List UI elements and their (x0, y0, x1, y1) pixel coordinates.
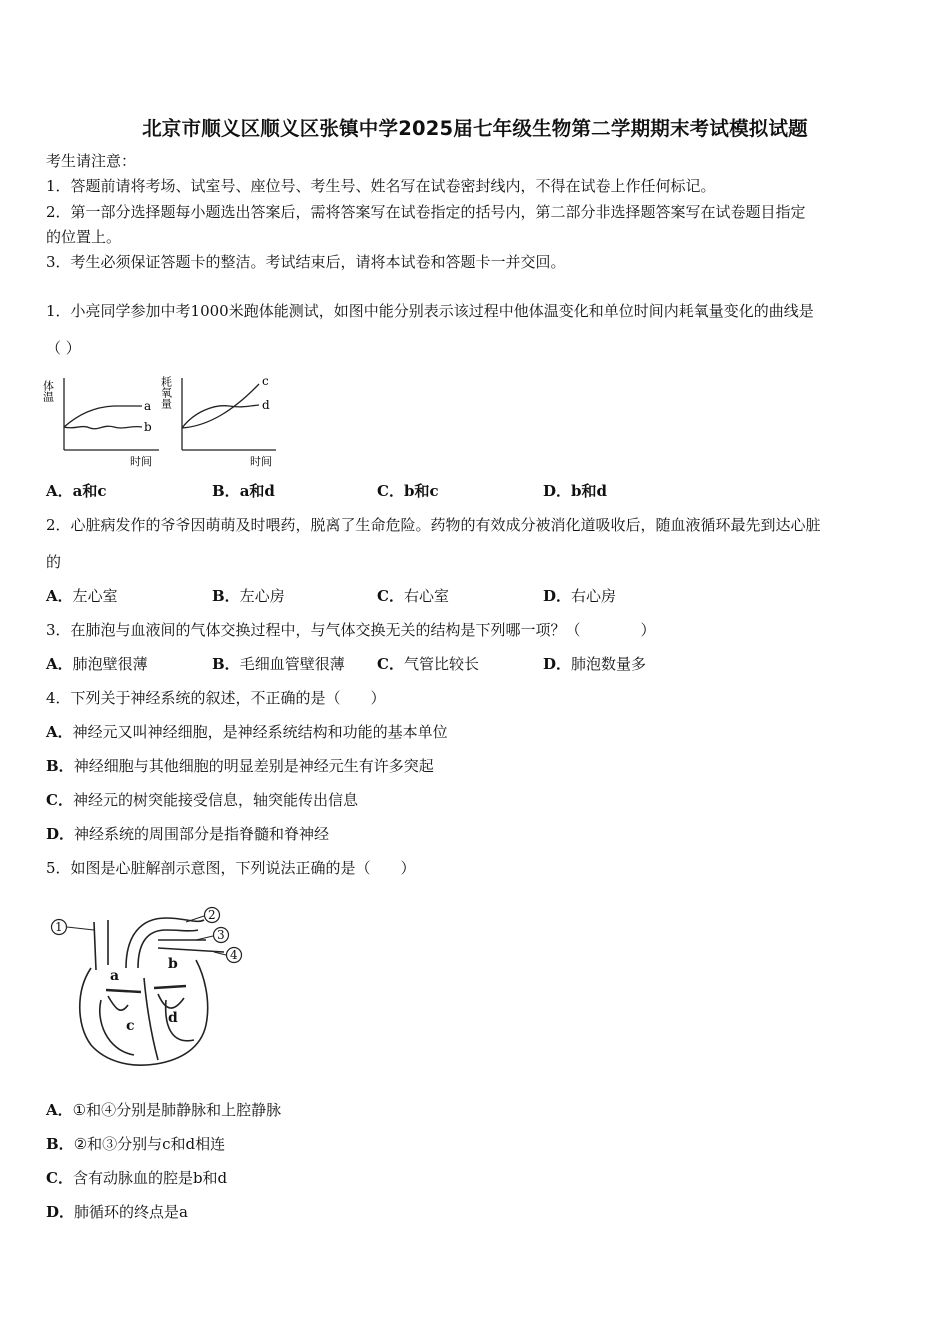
option-d[interactable] (543, 654, 646, 674)
option-letter: D． (543, 587, 572, 605)
option-letter: A． (46, 723, 73, 741)
option-d[interactable] (543, 586, 616, 606)
x-label-time: 时间 (130, 455, 152, 468)
option-letter: D． (543, 655, 572, 673)
marker-3: 3 (217, 928, 225, 942)
septum (144, 978, 158, 1060)
option-text: 神经系统的周围部分是指脊髓和脊神经 (74, 825, 330, 843)
marker-4: 4 (230, 948, 238, 962)
option-c[interactable] (377, 654, 479, 674)
option-c[interactable] (46, 1168, 227, 1188)
option-text: 气管比较长 (403, 655, 479, 673)
option-text: 左心房 (239, 587, 285, 605)
option-d[interactable] (46, 1202, 188, 1222)
option-c[interactable] (377, 481, 439, 501)
option-text: b和d (571, 482, 607, 500)
option-letter: D． (46, 1203, 75, 1221)
option-b[interactable] (212, 586, 285, 606)
pulmonary-vessels (158, 940, 224, 952)
option-b[interactable] (212, 481, 275, 501)
option-a[interactable] (46, 1100, 281, 1120)
option-b[interactable] (46, 756, 434, 776)
option-text: 左心室 (72, 587, 118, 605)
question-stem: 5．如图是心脏解剖示意图，下列说法正确的是（ ） (46, 859, 416, 877)
option-letter: D． (46, 825, 75, 843)
option-b[interactable] (212, 654, 345, 674)
option-c[interactable] (377, 586, 449, 606)
notice-item: 1．答题前请将考场、试室号、座位号、考生号、姓名写在试卷密封线内，不得在试卷上作任何标记。 (46, 177, 716, 195)
question-stem: 2．心脏病发作的爷爷因萌萌及时喂药，脱离了生命危险。药物的有效成分被消化道吸收后，随血液循环最先到达心脏 (46, 516, 821, 534)
option-letter: B． (212, 482, 240, 500)
option-letter: B． (212, 587, 240, 605)
option-text: 右心房 (571, 587, 617, 605)
option-letter: C． (377, 482, 404, 500)
option-letter: C． (377, 655, 404, 673)
question-stem: 4．下列关于神经系统的叙述，不正确的是（ ） (46, 689, 386, 707)
vena-cava (94, 920, 108, 970)
chamber-a: a (110, 968, 120, 984)
y-label-oxygen: 耗氧量 (159, 376, 173, 409)
question-stem-cont: 的 (46, 553, 62, 571)
chamber-c: c (126, 1018, 135, 1034)
chamber-d: d (168, 1010, 178, 1026)
option-a[interactable] (46, 654, 148, 674)
option-text: 肺泡壁很薄 (72, 655, 148, 673)
option-text: 神经元的树突能接受信息，轴突能传出信息 (72, 791, 358, 809)
temperature-oxygen-graphs (41, 372, 284, 470)
option-letter: D． (543, 482, 572, 500)
notice-item: 3．考生必须保证答题卡的整洁。考试结束后，请将本试卷和答题卡一并交回。 (46, 253, 566, 271)
question-stem: 3．在肺泡与血液间的气体交换过程中，与气体交换无关的结构是下列哪一项？（ ） (46, 621, 656, 639)
curve-label-a: a (144, 399, 152, 413)
option-text: ②和③分别与c和d相连 (73, 1135, 226, 1153)
option-letter: A． (46, 482, 73, 500)
option-letter: A． (46, 655, 73, 673)
temperature-graph (42, 378, 160, 468)
marker-2: 2 (208, 908, 216, 922)
oxygen-graph (160, 374, 277, 468)
option-c[interactable] (46, 790, 358, 810)
options-row (46, 481, 906, 501)
option-letter: C． (46, 791, 73, 809)
curve-label-d: d (262, 398, 270, 412)
option-text: b和c (403, 482, 439, 500)
marker-1: 1 (55, 920, 63, 934)
option-text: 神经细胞与其他细胞的明显差别是神经元生有许多突起 (73, 757, 434, 775)
curve-d (182, 405, 259, 428)
option-text: a和c (72, 482, 107, 500)
heart-diagram (46, 900, 251, 1075)
curve-label-b: b (144, 420, 152, 434)
x-label-time: 时间 (250, 455, 272, 468)
question-stem-cont: （ ） (46, 339, 81, 357)
option-d[interactable] (543, 481, 607, 501)
option-text: 神经元又叫神经细胞，是神经系统结构和功能的基本单位 (72, 723, 448, 741)
option-letter: C． (46, 1169, 73, 1187)
question-stem: 1．小亮同学参加中考1000米跑体能测试，如图中能分别表示该过程中他体温变化和单位时间内耗氧量变化的曲线是 (46, 302, 814, 320)
option-d[interactable] (46, 824, 329, 844)
notice-heading: 考生请注意： (46, 152, 137, 170)
curve-a (64, 406, 142, 427)
option-text: 肺泡数量多 (571, 655, 647, 673)
option-a[interactable] (46, 722, 448, 742)
option-letter: B． (212, 655, 240, 673)
option-text: 肺循环的终点是a (74, 1203, 188, 1221)
option-a[interactable] (46, 481, 107, 501)
options-row (46, 654, 906, 674)
curve-b (64, 426, 142, 429)
curve-label-c: c (262, 374, 269, 388)
options-row (46, 586, 906, 606)
option-text: 含有动脉血的腔是b和d (72, 1169, 228, 1187)
y-label-temperature: 体温 (41, 380, 55, 402)
option-text: 右心室 (403, 587, 449, 605)
option-letter: A． (46, 587, 73, 605)
exam-title: 北京市顺义区顺义区张镇中学2025届七年级生物第二学期期末考试模拟试题 (142, 117, 808, 140)
option-text: a和d (239, 482, 275, 500)
option-text: 毛细血管壁很薄 (239, 655, 345, 673)
option-letter: B． (46, 757, 74, 775)
option-text: ①和④分别是肺静脉和上腔静脉 (72, 1101, 282, 1119)
chamber-b: b (168, 956, 178, 972)
option-letter: B． (46, 1135, 74, 1153)
option-letter: A． (46, 1101, 73, 1119)
option-b[interactable] (46, 1134, 225, 1154)
notice-item: 2．第一部分选择题每小题选出答案后，需将答案写在试卷指定的括号内，第二部分非选择题答案写在试卷题目指定 (46, 203, 806, 221)
option-a[interactable] (46, 586, 118, 606)
option-letter: C． (377, 587, 404, 605)
notice-item: 的位置上。 (46, 228, 122, 246)
